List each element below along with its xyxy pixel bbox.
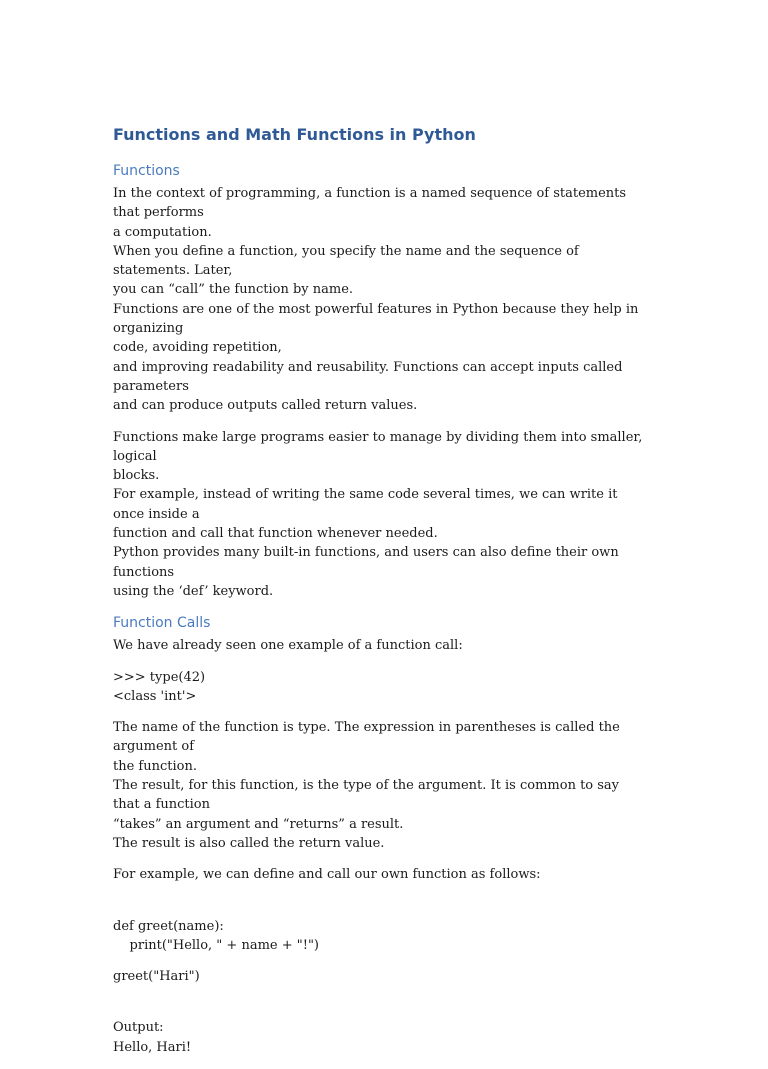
paragraph <box>113 718 648 853</box>
document-content <box>113 124 648 1069</box>
section-heading-function-calls: Function Calls <box>113 615 211 632</box>
paragraph <box>113 428 648 602</box>
code-line: print("Hello, " + name + "!") <box>113 937 320 953</box>
text-line: The result, for this function, is the type of the argument. It is common to say that a function <box>113 778 624 813</box>
text-line: Functions are one of the most powerful features in Python because they help in organizing <box>113 301 643 337</box>
code-line: def greet(name): <box>113 918 224 934</box>
text-line: function and call that function whenever needed. <box>113 526 438 542</box>
text-line: We have already seen one example of a function call: <box>113 638 463 654</box>
text-line: blocks. <box>113 468 160 484</box>
text-line: Python provides many built-in functions, and users can also define their own functions <box>113 545 623 580</box>
document-title: Functions and Math Functions in Python <box>113 125 476 144</box>
code-line: >>> type(42) <box>113 669 206 685</box>
code-line: <class 'int'> <box>113 688 197 704</box>
spacer <box>113 897 648 917</box>
text-line: The result is also called the return value. <box>113 835 385 851</box>
code-example <box>113 668 648 707</box>
text-line: Functions make large programs easier to manage by dividing them into smaller, logical <box>113 429 647 464</box>
text-line: “takes” an argument and “returns” a result. <box>113 816 404 832</box>
text-line: code, avoiding repetition, <box>113 340 282 356</box>
code-line: greet("Hari") <box>113 969 200 985</box>
text-line: using the ‘def’ keyword. <box>113 583 274 599</box>
output-label: Output: <box>113 1020 164 1036</box>
text-line: The name of the function is type. The expression in parentheses is called the argument of <box>113 720 625 755</box>
paragraph <box>113 636 648 655</box>
code-block-call <box>113 967 648 986</box>
text-line: a computation. <box>113 224 212 240</box>
text-line: and improving readability and reusability. Functions can accept inputs called parameters <box>113 359 627 394</box>
text-line: When you define a function, you specify the name and the sequence of statements. Later, <box>113 243 583 279</box>
spacer <box>113 998 648 1018</box>
text-line: For example, we can define and call our own function as follows: <box>113 867 541 883</box>
output-value: Hello, Hari! <box>113 1039 192 1055</box>
text-line: In the context of programming, a function is a named sequence of statements that performs <box>113 186 631 221</box>
code-block-def <box>113 917 648 956</box>
output-block <box>113 1018 648 1057</box>
text-line: the function. <box>113 758 197 774</box>
paragraph <box>113 865 648 884</box>
paragraph <box>113 184 648 416</box>
text-line: and can produce outputs called return values. <box>113 398 418 414</box>
text-line: you can “call” the function by name. <box>113 282 354 298</box>
text-line: For example, instead of writing the same code several times, we can write it once inside a <box>113 487 622 522</box>
section-heading-functions: Functions <box>113 163 180 179</box>
